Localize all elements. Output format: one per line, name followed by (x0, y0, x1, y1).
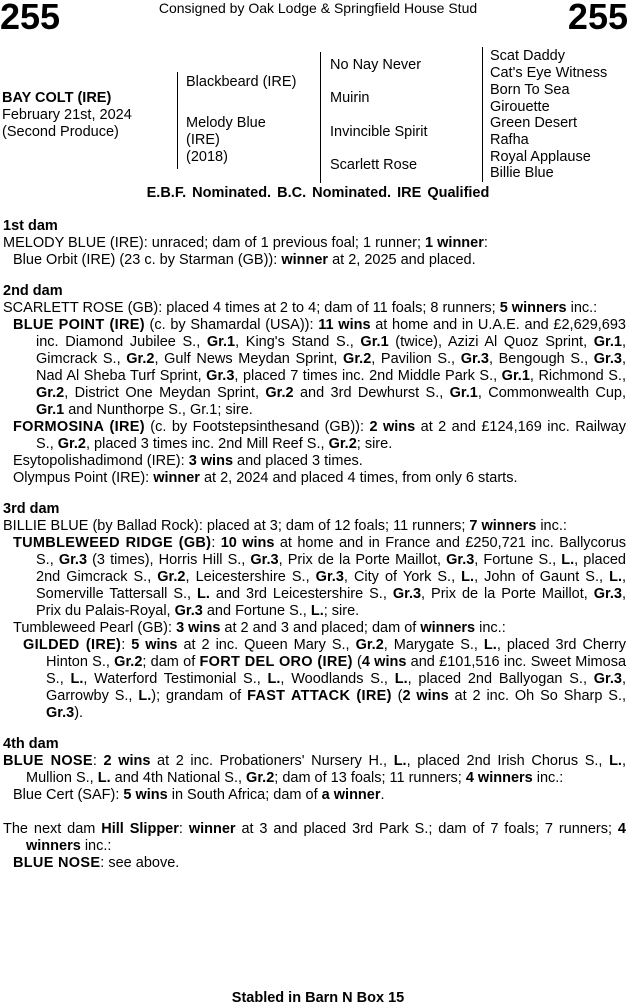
text-run: winners (420, 620, 476, 636)
text-run: ( (391, 688, 403, 704)
text-run: Gr.3 (315, 569, 344, 585)
text-run: , Woodlands S., (280, 671, 395, 687)
text-run: , placed 7 times inc. 2nd Middle Park S., (234, 368, 502, 384)
consignor: Consigned by Oak Lodge & Springfield House Stud (158, 0, 478, 16)
text-run: ). (74, 705, 84, 721)
text-run: and Nunthorpe S., (64, 402, 190, 418)
dam-paragraph (3, 518, 626, 535)
text-run: L. (609, 569, 622, 585)
text-run: , John of Gaunt S., (474, 569, 610, 585)
text-run: : (178, 821, 189, 837)
text-run: , District One Meydan Sprint, (64, 385, 266, 401)
text-run: , Prix de la Porte Maillot, (278, 552, 447, 568)
pedigree-gen3: Girouette (490, 99, 550, 115)
text-run: a winner (321, 787, 381, 803)
dam-paragraph: SCARLETT ROSE (GB): placed 4 times at 2 to 4; dam of 11 foals; 8 runners; 5 winners inc.: (3, 300, 598, 316)
text-run: (c. by Shamardal (USA)): (144, 317, 319, 333)
text-run: Gr.3 (174, 603, 203, 619)
text-run: FORT DEL ORO (IRE) (199, 654, 353, 670)
text-run: : (121, 637, 132, 653)
text-run: , Marygate S., (383, 637, 484, 653)
text-run: (3 times), Horris Hill S., (87, 552, 251, 568)
text-run: , placed 3rd Cherry Hinton S., (46, 637, 626, 670)
pedigree-gen2: Scarlett Rose (330, 157, 418, 173)
text-run: L. (310, 603, 324, 619)
text-run: L. (138, 688, 152, 704)
text-run: , Prix de la Porte Maillot, (421, 586, 594, 602)
text-run: , Gulf News Meydan Sprint, (154, 351, 344, 367)
pedigree-gen3: Cat's Eye Witness (490, 65, 608, 81)
text-run: , placed 3 times inc. 2nd Mill Reef S., (85, 436, 329, 452)
text-run: L. (483, 637, 497, 653)
text-run: Gr.1 (206, 334, 236, 350)
text-run: Gr.2 (265, 385, 294, 401)
text-run: Gr.1 (593, 334, 622, 350)
pedigree-line-1 (177, 72, 178, 169)
dam-paragraph (3, 753, 626, 787)
text-run: L. (461, 569, 475, 585)
text-run: , Waterford Testimonial S., (83, 671, 268, 687)
catalogue-body (3, 218, 626, 872)
stabling-footer: Stabled in Barn N Box 15 (231, 990, 405, 1006)
text-run: Gr.2 (328, 436, 357, 452)
text-run: Gr.1 (189, 402, 218, 418)
produce-paragraph (3, 637, 626, 722)
text-run: Gr.2 (36, 385, 65, 401)
text-run: and placed 3 times. (233, 453, 363, 469)
pedigree-dam-country: (IRE) (186, 132, 220, 148)
lot-number-right: 255 (567, 0, 628, 37)
text-run: ); grandam of (151, 688, 248, 704)
text-run: , Bengough S., (488, 351, 594, 367)
text-run: Gr.1 (501, 368, 530, 384)
section-heading: 3rd dam (3, 501, 60, 517)
text-run: L. (197, 586, 210, 602)
second-dam-section (3, 283, 626, 487)
text-run: 3 wins (188, 453, 234, 469)
text-run: ; sire. (217, 402, 253, 418)
text-run: , Richmond S., (529, 368, 626, 384)
text-run: winner (188, 821, 236, 837)
text-run: L. (97, 770, 111, 786)
text-run: , Mullion S., (26, 753, 626, 786)
text-run: , Fortune S., (474, 552, 562, 568)
text-run: ; sire. (356, 436, 393, 452)
text-run: Gr.2 (355, 637, 384, 653)
text-run: L. (267, 671, 281, 687)
pedigree-dam-year: (2018) (186, 149, 228, 165)
text-run: BLUE POINT (IRE) (13, 317, 145, 333)
text-run: and 3rd Dewhurst S., (293, 385, 450, 401)
lot-number-left: 255 (0, 0, 61, 37)
text-run: BLUE NOSE (13, 855, 101, 871)
text-run: and £101,516 inc. Sweet Mimosa S., (46, 654, 627, 687)
text-run: . (380, 787, 385, 803)
text-run: , Gimcrack S., (36, 334, 626, 367)
pedigree-gen3: Rafha (490, 132, 529, 148)
text-run: 4 wins (361, 654, 407, 670)
section-heading: 2nd dam (3, 283, 63, 299)
text-run: 2 wins (103, 753, 151, 769)
text-run: : (92, 753, 104, 769)
text-run: L. (394, 671, 408, 687)
text-run: Gr.3 (250, 552, 279, 568)
produce-paragraph (3, 620, 626, 637)
text-run: , placed 2nd Irish Chorus S., (406, 753, 610, 769)
text-run: at 2 inc. Probationers' Nursery H., (150, 753, 394, 769)
text-run: in South Africa; dam of (167, 787, 322, 803)
text-run: inc.: (532, 770, 564, 786)
pedigree-gen2: Invincible Spirit (330, 124, 428, 140)
text-run: FORMOSINA (IRE) (13, 419, 145, 435)
pedigree-gen3: Scat Daddy (490, 48, 565, 64)
produce-paragraph: Blue Orbit (IRE) (23 c. by Starman (GB)): winner at 2, 2025 and placed. (13, 252, 476, 268)
text-run: at 2 and £124,169 inc. Railway S., (36, 419, 626, 452)
pedigree-line-3 (482, 47, 483, 182)
text-run: 3 wins (176, 620, 221, 636)
text-run: Gr.1 (449, 385, 478, 401)
text-run: 11 wins (318, 317, 371, 333)
text-run: Gr.3 (593, 351, 622, 367)
text-run: , placed 2nd Gimcrack S., (36, 552, 626, 585)
text-run: Esytopolishadimond (IRE): (13, 453, 189, 469)
dam-paragraph (3, 821, 626, 855)
text-run: 10 wins (220, 535, 275, 551)
text-run: Gr.1 (36, 402, 65, 418)
text-run: and 3rd Leicestershire S., (209, 586, 393, 602)
produce-paragraph (3, 419, 626, 453)
text-run: ; sire. (323, 603, 360, 619)
text-run: inc.: (475, 620, 506, 636)
horse-foaled: February 21st, 2024 (2, 107, 132, 123)
text-run: inc.: (536, 518, 567, 534)
pedigree-sire: Blackbeard (IRE) (186, 74, 297, 90)
text-run: L. (70, 671, 84, 687)
text-run: , Nad Al Sheba Turf Sprint, (36, 351, 627, 384)
text-run: , placed 2nd Ballyogan S., (407, 671, 594, 687)
text-run: BLUE NOSE (3, 753, 93, 769)
text-run: (c. by Footstepsinthesand (GB)): (144, 419, 370, 435)
text-run: at 2 inc. Oh So Sharp S., (448, 688, 627, 704)
text-run: Gr.2 (126, 351, 155, 367)
text-run: and Fortune S., (202, 603, 311, 619)
nomination-flags: E.B.F. Nominated. B.C. Nominated. IRE Qualified (146, 185, 490, 201)
produce-paragraph (3, 317, 626, 419)
text-run: and 4th National S., (110, 770, 247, 786)
text-run: 4 winners (26, 821, 626, 854)
text-run: : see above. (100, 855, 180, 871)
text-run: at home and in U.A.E. and £2,629,693 inc. Diamond Jubilee S., (36, 317, 626, 350)
text-run: ; dam of (142, 654, 200, 670)
text-run: , King's Stand S., (235, 334, 361, 350)
horse-produce: (Second Produce) (2, 124, 119, 140)
text-run: at 2, 2024 and placed 4 times, from only 6 starts. (199, 470, 518, 486)
text-run: , Leicestershire S., (185, 569, 316, 585)
pedigree-gen3: Billie Blue (490, 165, 554, 181)
text-run: Gr.3 (58, 552, 88, 568)
text-run: (twice), Azizi Al Quoz Sprint, (388, 334, 594, 350)
text-run: winner (153, 470, 200, 486)
text-run: Gr.2 (246, 770, 275, 786)
text-run: Blue Cert (SAF): (13, 787, 124, 803)
text-run: : (211, 535, 221, 551)
text-run: FAST ATTACK (IRE) (247, 688, 392, 704)
text-run: , Prix du Palais-Royal, (36, 586, 626, 619)
text-run: ( (352, 654, 362, 670)
pedigree-gen3: Green Desert (490, 115, 578, 131)
horse-name: BAY COLT (IRE) (2, 90, 112, 106)
text-run: at 3 and placed 3rd Park S.; dam of 7 foals; 7 runners; (235, 821, 618, 837)
produce-paragraph (3, 470, 626, 487)
text-run: , Somerville Tattersall S., (36, 569, 627, 602)
text-run: 2 wins (369, 419, 416, 435)
text-run: The next dam (3, 821, 102, 837)
text-run: Gr.3 (593, 586, 622, 602)
dam-paragraph: MELODY BLUE (IRE): unraced; dam of 1 previous foal; 1 runner; 1 winner: (3, 235, 488, 251)
text-run: Gr.2 (57, 436, 86, 452)
text-run: L. (393, 753, 407, 769)
pedigree-gen3: Born To Sea (490, 82, 570, 98)
text-run: 5 wins (131, 637, 178, 653)
fourth-dam-section (3, 736, 626, 804)
text-run: , City of York S., (343, 569, 462, 585)
text-run: Tumbleweed Pearl (GB): (13, 620, 177, 636)
produce-paragraph (3, 453, 626, 470)
text-run: 5 wins (123, 787, 168, 803)
text-run: 4 winners (465, 770, 533, 786)
text-run: , Commonwealth Cup, (477, 385, 627, 401)
first-dam-section (3, 218, 626, 269)
section-heading: 1st dam (3, 218, 58, 234)
text-run: inc.: (80, 838, 112, 854)
text-run: Gr.2 (157, 569, 186, 585)
text-run: L. (609, 753, 622, 769)
next-dam-section (3, 821, 626, 872)
text-run: Hill Slipper (101, 821, 179, 837)
text-run: Gr.3 (392, 586, 422, 602)
text-run: 2 wins (402, 688, 449, 704)
pedigree-gen2: Muirin (330, 90, 370, 106)
text-run: at 2 and 3 and placed; dam of (220, 620, 421, 636)
text-run: TUMBLEWEED RIDGE (GB) (13, 535, 212, 551)
text-run: Gr.3 (206, 368, 235, 384)
pedigree-dam: Melody Blue (186, 115, 266, 131)
text-run: Gr.3 (460, 351, 489, 367)
text-run: , Garrowby S., (46, 671, 626, 704)
text-run: Gr.2 (114, 654, 143, 670)
produce-paragraph (3, 855, 626, 872)
pedigree-line-2 (320, 52, 321, 183)
text-run: ; dam of 13 foals; 11 runners; (274, 770, 466, 786)
third-dam-section (3, 501, 626, 722)
pedigree-gen3: Royal Applause (490, 149, 591, 165)
text-run: at 2 inc. Queen Mary S., (177, 637, 356, 653)
text-run: Gr.2 (343, 351, 372, 367)
produce-paragraph (3, 535, 626, 620)
text-run: , Pavilion S., (371, 351, 461, 367)
text-run: L. (561, 552, 575, 568)
text-run: Gr.3 (46, 705, 75, 721)
text-run: GILDED (IRE) (23, 637, 122, 653)
text-run: Gr.1 (360, 334, 389, 350)
text-run: at home and in France and £250,721 inc. Ballycorus S., (36, 535, 627, 568)
pedigree-gen2: No Nay Never (330, 57, 422, 73)
text-run: 7 winners (469, 518, 537, 534)
section-heading: 4th dam (3, 736, 59, 752)
text-run: Olympus Point (IRE): (13, 470, 154, 486)
text-run: Gr.3 (446, 552, 475, 568)
text-run: Gr.3 (593, 671, 622, 687)
produce-paragraph (3, 787, 626, 804)
text-run: BILLIE BLUE (by Ballad Rock): placed at 3; dam of 12 foals; 11 runners; (3, 518, 470, 534)
